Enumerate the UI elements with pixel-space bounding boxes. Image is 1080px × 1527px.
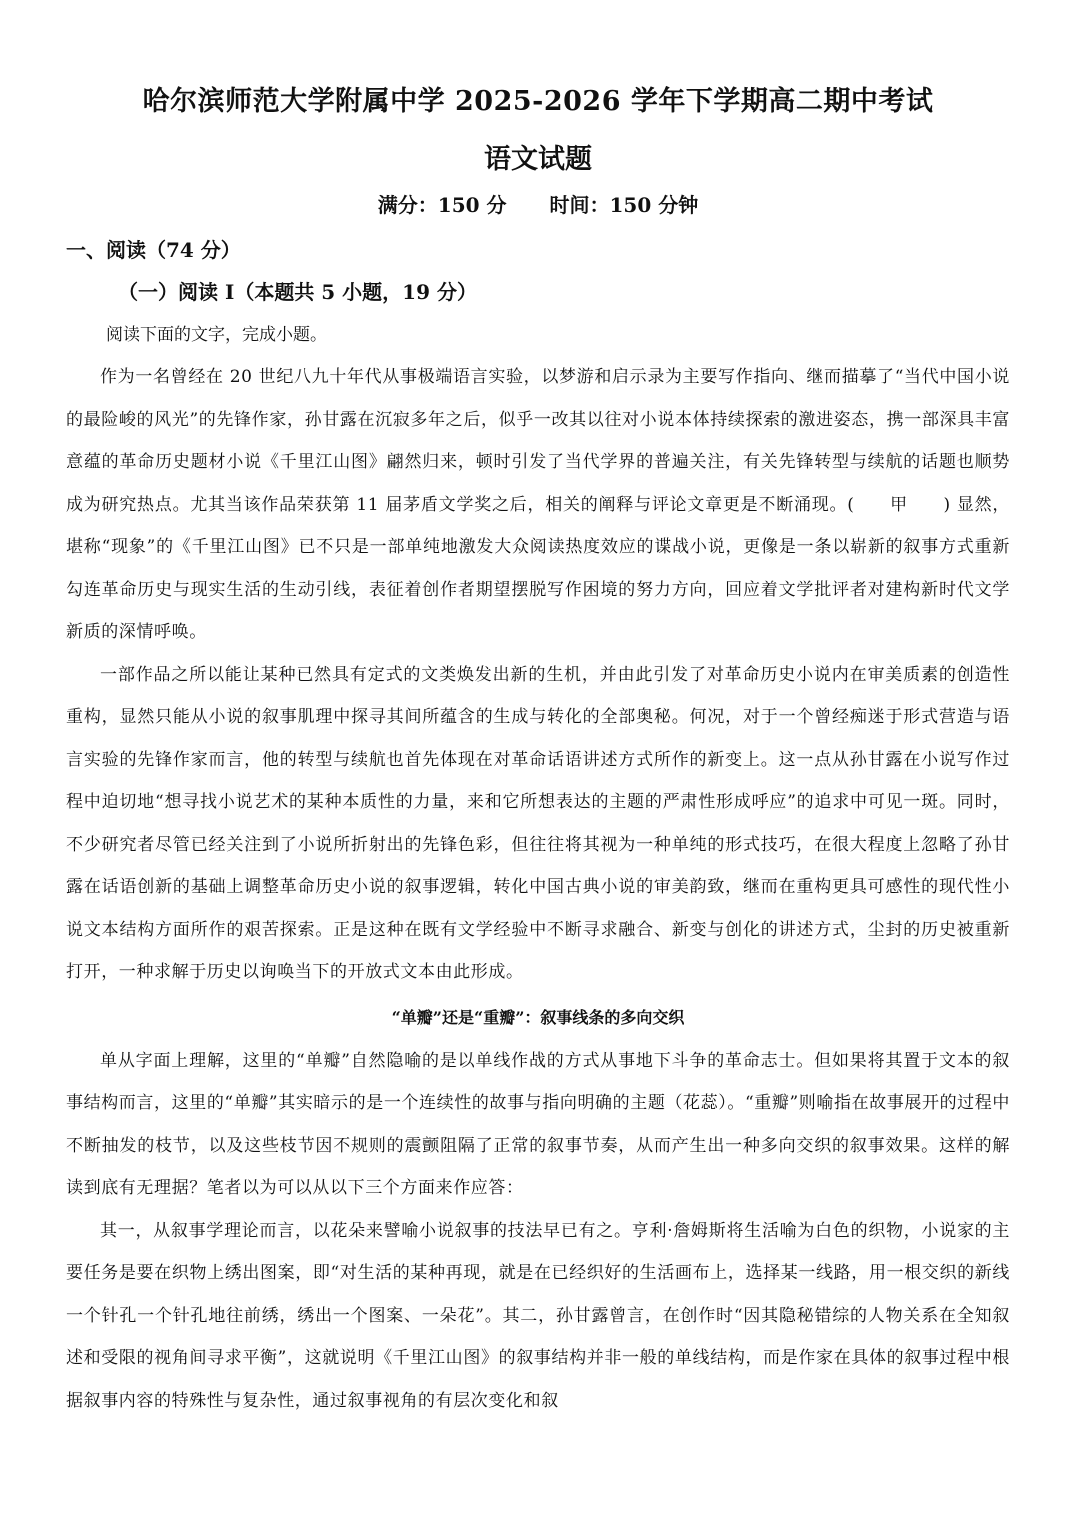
article-paragraph: 其一，从叙事学理论而言，以花朵来譬喻小说叙事的技法早已有之。亨利·詹姆斯将生活喻为白色的织物，小说家的主要任务是要在织物上绣出图案，即“对生活的某种再现，就是在已经织好的生活画布上，选择某一线路，用一根交织的新线一个针孔一个针孔地往前绣，绣出一个图案、一朵花”。其二，孙甘露曾言，在创作时“因其隐秘错综的人物关系在全知叙述和受限的视角间寻求平衡”，这就说明《千里江山图》的叙事结构并非一般的单线结构，而是作家在具体的叙事过程中根据叙事内容的特殊性与复杂性，通过叙事视角的有层次变化和叙	[66, 1220, 1010, 1411]
article-paragraph: 作为一名曾经在 20 世纪八九十年代从事极端语言实验，以梦游和启示录为主要写作指向、继而描摹了“当代中国小说的最险峻的风光”的先锋作家，孙甘露在沉寂多年之后，似乎一改其以往对小说本体持续探索的激进姿态，携一部深具丰富意蕴的革命历史题材小说《千里江山图》翩然归来，顿时引发了当代学界的普遍关注，有关先锋转型与续航的话题也顺势成为研究热点。尤其当该作品荣获第 11 届茅盾文学奖之后，相关的阐释与评论文章更是不断涌现。( 甲 ) 显然，堪称“现象”的《千里江山图》已不只是一部单纯地激发大众阅读热度效应的谍战小说，更像是一条以崭新的叙事方式重新勾连革命历史与现实生活的生动引线，表征着创作者期望摆脱写作困境的努力方向，回应着文学批评者对建构新时代文学新质的深情呼唤。	[66, 367, 1010, 642]
article-paragraph: 单从字面上理解，这里的“单瓣”自然隐喻的是以单线作战的方式从事地下斗争的革命志士。但如果将其置于文本的叙事结构而言，这里的“单瓣”其实暗示的是一个连续性的故事与指向明确的主题（花蕊）。“重瓣”则喻指在故事展开的过程中不断抽发的枝节，以及这些枝节因不规则的震颤阻隔了正常的叙事节奏，从而产生出一种多向交织的叙事效果。这样的解读到底有无理据？笔者以为可以从以下三个方面来作应答：	[66, 1050, 1010, 1198]
exam-time: 时间：150 分钟	[549, 193, 699, 217]
article-paragraph: 一部作品之所以能让某种已然具有定式的文类焕发出新的生机，并由此引发了对革命历史小说内在审美质素的创造性重构，显然只能从小说的叙事肌理中探寻其间所蕴含的生成与转化的全部奥秘。何况，对于一个曾经痴迷于形式营造与语言实验的先锋作家而言，他的转型与续航也首先体现在对革命话语讲述方式所作的新变上。这一点从孙甘露在小说写作过程中迫切地“想寻找小说艺术的某种本质性的力量，来和它所想表达的主题的严肃性形成呼应”的追求中可见一斑。同时，不少研究者尽管已经关注到了小说所折射出的先锋色彩，但往往将其视为一种单纯的形式技巧，在很大程度上忽略了孙甘露在话语创新的基础上调整革命历史小说的叙事逻辑，转化中国古典小说的审美韵致，继而在重构更具可感性的现代性小说文本结构方面所作的艰苦探索。正是这种在既有文学经验中不断寻求融合、新变与创化的讲述方式，尘封的历史被重新打开，一种求解于历史以询唤当下的开放式文本由此形成。	[66, 664, 1010, 982]
subsection-heading: （一）阅读 I（本题共 5 小题，19 分）	[118, 280, 477, 304]
article-subheading: “单瓣”还是“重瓣”：叙事线条的多向交织	[391, 1007, 685, 1027]
exam-meta	[66, 190, 1010, 220]
reading-instruction: 阅读下面的文字，完成小题。	[106, 325, 327, 345]
exam-subtitle: 语文试题	[484, 144, 592, 175]
full-score: 满分：150 分	[377, 193, 507, 217]
exam-title: 哈尔滨师范大学附属中学 2025-2026 学年下学期高二期中考试	[142, 86, 934, 117]
section-heading: 一、阅读（74 分）	[66, 238, 241, 262]
